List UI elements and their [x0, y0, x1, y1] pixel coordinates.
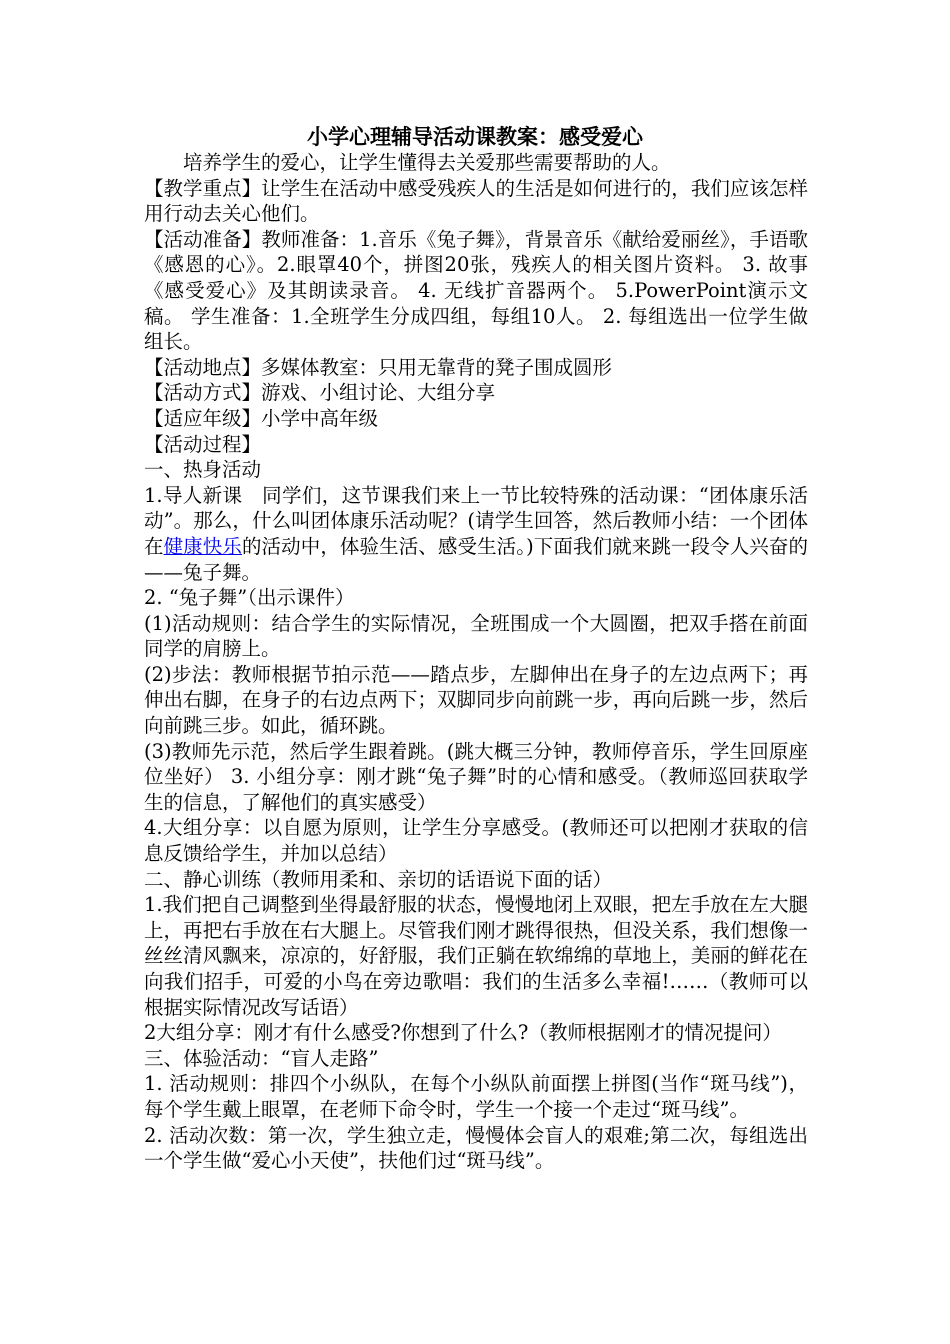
teaching-focus-paragraph: 【教学重点】让学生在活动中感受残疾人的生活是如何进行的，我们应该怎样用行动去关心他们。	[144, 176, 808, 226]
lesson-intro-text-b: 的活动中，体验生活、感受生活。)下面我们就来跳一段令人兴奋的——兔子舞。	[144, 534, 808, 584]
blind-walk-rules-paragraph: 1. 活动规则：排四个小纵队，在每个小纵队前面摆上拼图(当作“斑马线”)，每个学生戴上眼罩，在老师下命令时，学生一个接一个走过“斑马线”。	[144, 1072, 808, 1121]
activity-preparation-paragraph: 【活动准备】教师准备：1.音乐《兔子舞》，背景音乐《献给爱丽丝》，手语歌《感恩的心》。2.眼罩40个，拼图20张，残疾人的相关图片资料。 3. 故事《感受爱心》及其朗读录音。 4. 无线扩音器两个。 5.PowerPoint演示文稿。 学生准备：1.全班学生分成四组，每组10人。 2. 每组选出一位学生做组长。	[144, 227, 808, 354]
section-calm-heading: 二、静心训练（教师用柔和、亲切的话语说下面的话）	[144, 867, 613, 891]
lesson-intro-text-a: 1.导人新课 同学们，这节课我们来上一节比较特殊的活动课：“团体康乐活动”。那么，什么叫团体康乐活动呢？(请学生回答，然后教师小结：一个团体在	[144, 483, 808, 558]
activity-location-paragraph: 【活动地点】多媒体教室：只用无靠背的凳子围成圆形	[144, 355, 613, 379]
intro-paragraph: 培养学生的爱心，让学生懂得去关爱那些需要帮助的人。	[183, 151, 671, 174]
activity-rules-paragraph: (1)活动规则：结合学生的实际情况，全班围成一个大圆圈，把双手搭在前面同学的肩膀上。	[144, 611, 808, 661]
bunny-dance-heading: 2. “兔子舞”（出示课件）	[144, 586, 355, 610]
document-body	[144, 150, 808, 1174]
group-sharing-paragraph: 4.大组分享：以自愿为原则，让学生分享感受。(教师还可以把刚才获取的信息反馈给学生，并加以总结）	[144, 816, 808, 866]
target-grade-paragraph: 【适应年级】小学中高年级	[144, 406, 379, 430]
document-title: 小学心理辅导活动课教案：感受爱心	[307, 124, 643, 149]
section-experience-heading: 三、体验活动：“盲人走路”	[144, 1046, 379, 1070]
dance-steps-paragraph: (2)步法：教师根据节拍示范——踏点步，左脚伸出在身子的左边点两下；再伸出右脚，在身子的右边点两下；双脚同步向前跳一步，再向后跳一步，然后向前跳三步。如此，循环跳。	[144, 662, 808, 738]
activity-process-heading: 【活动过程】	[144, 432, 262, 456]
health-happiness-link[interactable]: 健康快乐	[163, 534, 242, 558]
blind-walk-rounds-paragraph: 2. 活动次数：第一次，学生独立走，慢慢体会盲人的艰难;第二次，每组选出一个学生做“爱心小天使”，扶他们过“斑马线”。	[144, 1123, 808, 1173]
calm-sharing-paragraph: 2大组分享：刚才有什么感受?你想到了什么?（教师根据刚才的情况提问）	[144, 1021, 782, 1045]
relaxation-script-paragraph: 1.我们把自己调整到坐得最舒服的状态，慢慢地闭上双眼，把左手放在左大腿上，再把右手放在右大腿上。尽管我们刚才跳得很热，但没关系，我们想像一丝丝清风飘来，凉凉的，好舒服，我们正躺在软绵绵的草地上，美丽的鲜花在向我们招手，可爱的小鸟在旁边歌唱：我们的生活多么幸福!……（教师可以根据实际情况改写话语）	[144, 893, 808, 1019]
activity-method-paragraph: 【活动方式】游戏、小组讨论、大组分享	[144, 381, 496, 405]
demo-and-sharing-paragraph: (3)教师先示范，然后学生跟着跳。(跳大概三分钟，教师停音乐，学生回原座位坐好） 3. 小组分享：刚才跳“兔子舞”时的心情和感受。（教师巡回获取学生的信息，了解他们的真实感受）	[144, 739, 808, 814]
section-warmup-heading: 一、热身活动	[144, 458, 262, 482]
lesson-intro-paragraph	[144, 483, 808, 585]
